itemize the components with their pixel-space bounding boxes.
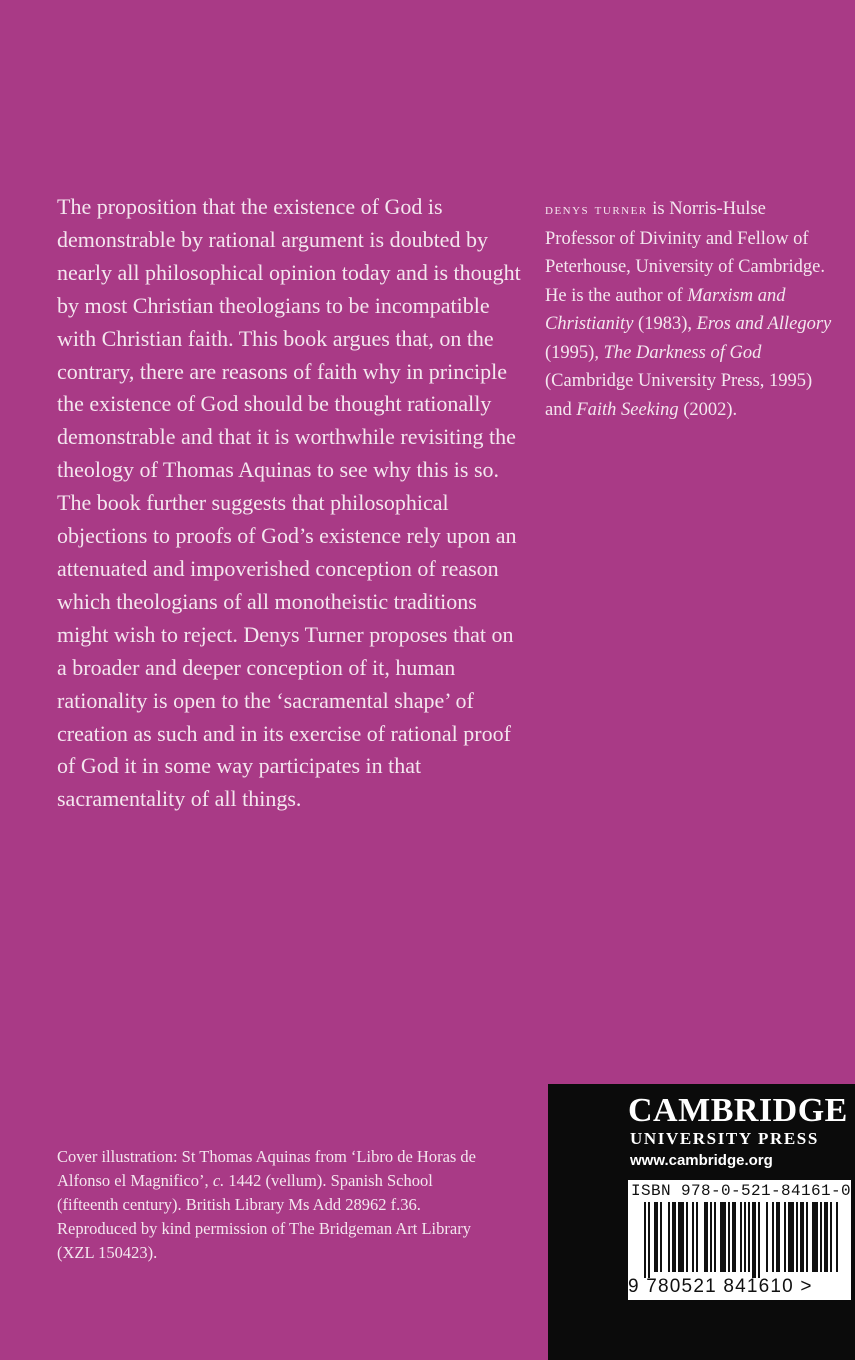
barcode-bar xyxy=(720,1202,726,1272)
publisher-url: www.cambridge.org xyxy=(630,1152,773,1169)
barcode-bar xyxy=(776,1202,780,1272)
author-bio-text-2: (1983), xyxy=(633,314,697,334)
barcode-bar xyxy=(836,1202,838,1272)
barcode-bar xyxy=(744,1202,746,1272)
publisher-barcode-panel xyxy=(548,1084,855,1360)
barcode-bar xyxy=(824,1202,828,1272)
author-bio-text-1: is Norris-Hulse Professor of Divinity and Fellow of Peterhouse, University of Cambridge. He is the author of xyxy=(545,199,826,306)
barcode-bar xyxy=(740,1202,742,1272)
credit-text-2: 1442 (vellum). Spanish School (fifteenth century). British Library Ms Add 28962 f.36. Reproduced by kind permission of The Bridgeman Art Library (XZL 150423). xyxy=(57,1171,471,1263)
barcode-bar xyxy=(686,1202,688,1272)
cover-illustration-credit xyxy=(57,1145,477,1265)
author-bio-text-3: (1995), xyxy=(545,342,604,363)
barcode-bar xyxy=(668,1202,670,1272)
barcode-bar xyxy=(820,1202,822,1272)
barcode-bar xyxy=(752,1202,756,1278)
barcode-bar xyxy=(696,1202,698,1272)
credit-circa: c. xyxy=(212,1171,225,1191)
barcode-bar xyxy=(710,1202,712,1272)
barcode-bar xyxy=(648,1202,650,1278)
barcode-icon xyxy=(628,1202,851,1278)
author-bio-text-5: (2002). xyxy=(678,399,738,420)
barcode-bar xyxy=(644,1202,646,1278)
barcode-bar xyxy=(784,1202,786,1272)
author-bio-text-4: (Cambridge University Press, 1995) and xyxy=(545,371,813,420)
barcode-bar xyxy=(654,1202,658,1272)
barcode-bar xyxy=(704,1202,708,1272)
publisher-name: CAMBRIDGE xyxy=(628,1092,848,1129)
author-book-3: The Darkness of God xyxy=(603,342,762,363)
barcode-bar xyxy=(672,1202,676,1272)
author-book-2: Eros and Allegory xyxy=(696,314,832,334)
barcode-bar xyxy=(812,1202,818,1272)
barcode-bar xyxy=(800,1202,804,1272)
barcode-bar xyxy=(692,1202,694,1272)
barcode-bar xyxy=(772,1202,774,1272)
barcode-bar xyxy=(728,1202,730,1272)
barcode-bar xyxy=(766,1202,768,1272)
author-book-1: Marxism and Christianity xyxy=(545,285,786,334)
barcode-bar xyxy=(714,1202,716,1272)
author-book-4: Faith Seeking xyxy=(576,399,679,420)
author-bio xyxy=(545,195,835,424)
barcode-bar xyxy=(732,1202,736,1272)
barcode-bar xyxy=(830,1202,832,1272)
barcode-bar xyxy=(748,1202,750,1272)
barcode-card xyxy=(628,1180,851,1300)
author-name: denys turner xyxy=(545,201,648,218)
barcode-bar xyxy=(788,1202,794,1272)
barcode-bar xyxy=(660,1202,662,1272)
barcode-bar xyxy=(758,1202,760,1278)
barcode-bar xyxy=(678,1202,684,1272)
isbn-label: ISBN 978-0-521-84161-0 xyxy=(631,1182,852,1200)
barcode-bar xyxy=(796,1202,798,1272)
barcode-bar xyxy=(806,1202,808,1272)
back-cover-blurb: The proposition that the existence of God is demonstrable by rational argument is doubted by nearly all philosophical opinion today and is thought by most Christian theologians to be incompatible with Christian faith. This book argues that, on the contrary, there are reasons of faith why in principle the existence of God should be thought rationally demonstrable and that it is worthwhile revisiting the theology of Thomas Aquinas to see why this is so. The book further suggests that philosophical objections to proofs of God’s existence rely upon an attenuated and impoverished conception of reason which theologians of all monotheistic traditions might wish to reject. Denys Turner proposes that on a broader and deeper conception of it, human rationality is open to the ‘sacramental shape’ of creation as such and in its exercise of rational proof of God it in some way participates in that sacramentality of all things. xyxy=(57,194,521,812)
publisher-subname: UNIVERSITY PRESS xyxy=(630,1129,819,1148)
barcode-digits: 9 780521 841610 > xyxy=(628,1276,813,1297)
credit-text-1: Cover illustration: St Thomas Aquinas from ‘Libro de Horas de Alfonso el Magnifico’, xyxy=(57,1147,477,1191)
